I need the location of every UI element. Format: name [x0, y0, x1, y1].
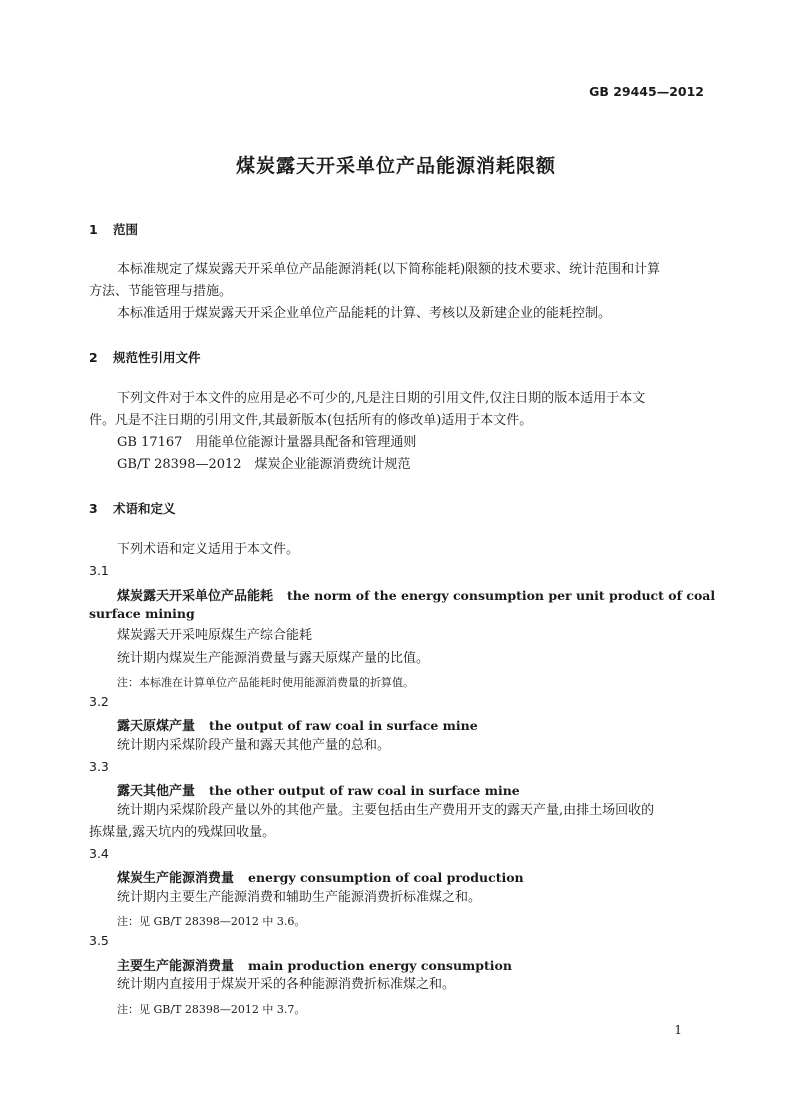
section-title: 范围 [113, 222, 139, 237]
term-entry [117, 780, 520, 799]
term-number: 3.2 [89, 694, 109, 709]
section-3-heading [89, 499, 176, 517]
term-zh: 主要生产能源消费量 [117, 959, 235, 974]
term-zh: 露天其他产量 [117, 784, 196, 799]
term-number: 3.3 [89, 759, 109, 774]
section-title: 规范性引用文件 [113, 350, 201, 365]
section-number: 3 [89, 501, 98, 516]
note: 注：本标准在计算单位产品能耗时使用能源消费量的折算值。 [117, 676, 414, 689]
term-zh: 煤炭露天开采单位产品能耗 [117, 589, 274, 604]
term-en: main production energy consumption [248, 958, 512, 973]
term-en: the other output of raw coal in surface mine [209, 783, 520, 798]
paragraph-continuation: 件。凡是不注日期的引用文件,其最新版本(包括所有的修改单)适用于本文件。 [89, 413, 533, 428]
note: 注：见 GB/T 28398—2012 中 3.7。 [117, 1003, 306, 1016]
section-2-heading [89, 348, 201, 366]
term-zh: 煤炭生产能源消费量 [117, 871, 235, 886]
paragraph: 本标准规定了煤炭露天开采单位产品能源消耗(以下简称能耗)限额的技术要求、统计范围和计算 [117, 262, 661, 277]
reference-item: GB 17167 用能单位能源计量器具配备和管理通则 [117, 435, 417, 450]
term-definition: 统计期内采煤阶段产量以外的其他产量。主要包括由生产费用开支的露天产量,由排土场回收的 [117, 803, 655, 818]
term-entry [117, 867, 524, 886]
paragraph: 下列术语和定义适用于本文件。 [117, 542, 300, 557]
term-number: 3.1 [89, 563, 109, 578]
paragraph-continuation: 方法、节能管理与措施。 [89, 284, 233, 299]
term-definition: 统计期内主要生产能源消费和辅助生产能源消费折标准煤之和。 [117, 890, 482, 905]
section-number: 2 [89, 350, 98, 365]
term-en-continuation: surface mining [89, 606, 195, 621]
term-definition-continuation: 拣煤量,露天坑内的残煤回收量。 [89, 825, 276, 840]
term-definition: 统计期内煤炭生产能源消费量与露天原煤产量的比值。 [117, 651, 430, 666]
standard-code: GB 29445—2012 [589, 84, 704, 99]
term-entry [117, 715, 478, 734]
note: 注：见 GB/T 28398—2012 中 3.6。 [117, 915, 306, 928]
term-en: energy consumption of coal production [248, 870, 524, 885]
section-1-heading [89, 220, 138, 238]
term-number: 3.5 [89, 933, 109, 948]
page-title: 煤炭露天开采单位产品能源消耗限额 [235, 155, 556, 177]
term-entry [117, 585, 715, 604]
page-number: 1 [674, 1023, 682, 1037]
term-number: 3.4 [89, 846, 109, 861]
section-number: 1 [89, 222, 98, 237]
section-title: 术语和定义 [113, 501, 176, 516]
term-en: the norm of the energy consumption per unit product of coal [287, 588, 716, 603]
paragraph: 下列文件对于本文件的应用是必不可少的,凡是注日期的引用文件,仅注日期的版本适用于本文 [117, 391, 646, 406]
term-zh: 露天原煤产量 [117, 719, 196, 734]
reference-item: GB/T 28398—2012 煤炭企业能源消费统计规范 [117, 457, 411, 472]
term-definition: 统计期内直接用于煤炭开采的各种能源消费折标准煤之和。 [117, 977, 456, 992]
term-entry [117, 955, 512, 974]
term-alternative: 煤炭露天开采吨原煤生产综合能耗 [117, 628, 313, 643]
term-en: the output of raw coal in surface mine [209, 718, 478, 733]
term-definition: 统计期内采煤阶段产量和露天其他产量的总和。 [117, 738, 391, 753]
paragraph: 本标准适用于煤炭露天开采企业单位产品能耗的计算、考核以及新建企业的能耗控制。 [117, 306, 612, 321]
